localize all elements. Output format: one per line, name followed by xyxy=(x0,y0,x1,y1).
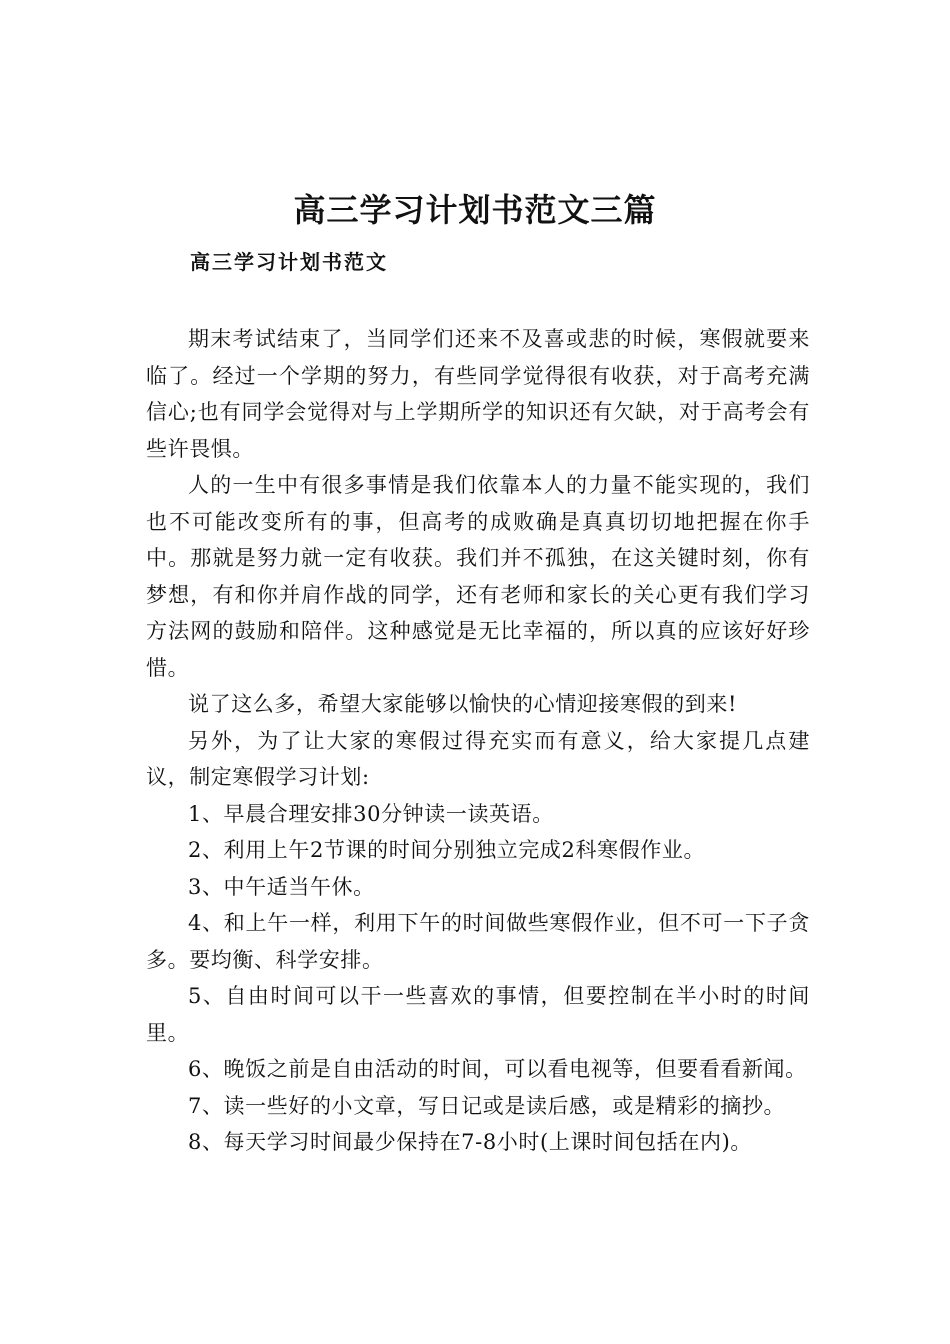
section-subtitle: 高三学习计划书范文 xyxy=(190,250,388,274)
list-item-4: 4、和上午一样，利用下午的时间做些寒假作业，但不可一下子贪多。要均衡、科学安排。 xyxy=(146,911,810,972)
paragraph-3: 说了这么多，希望大家能够以愉快的心情迎接寒假的到来! xyxy=(188,692,738,716)
document-body xyxy=(146,321,810,1161)
document-title: 高三学习计划书范文三篇 xyxy=(293,191,657,229)
list-item-5: 5、自由时间可以干一些喜欢的事情，但要控制在半小时的时间里。 xyxy=(146,984,810,1045)
list-item-6: 6、晚饭之前是自由活动的时间，可以看电视等，但要看看新闻。 xyxy=(188,1057,807,1081)
paragraph-4: 另外，为了让大家的寒假过得充实而有意义，给大家提几点建议，制定寒假学习计划: xyxy=(146,728,810,789)
paragraph-2: 人的一生中有很多事情是我们依靠本人的力量不能实现的，我们也不可能改变所有的事，但高考的成败确是真真切切地把握在你手中。那就是努力就一定有收获。我们并不孤独，在这关键时刻，你有梦想，有和你并肩作战的同学，还有老师和家长的关心更有我们学习方法网的鼓励和陪伴。这种感觉是无比幸福的，所以真的应该好好珍惜。 xyxy=(146,473,810,680)
list-item-3: 3、中午适当午休。 xyxy=(188,874,375,899)
list-item-7: 7、读一些好的小文章，写日记或是读后感，或是精彩的摘抄。 xyxy=(188,1093,786,1118)
list-item-2: 2、利用上午2节课的时间分别独立完成2科寒假作业。 xyxy=(188,838,706,862)
paragraph-1: 期末考试结束了，当同学们还来不及喜或悲的时候，寒假就要来临了。经过一个学期的努力，有些同学觉得很有收获，对于高考充满信心;也有同学会觉得对与上学期所学的知识还有欠缺，对于高考会有些许畏惧。 xyxy=(146,327,810,461)
list-item-8: 8、每天学习时间最少保持在7-8小时(上课时间包括在内)。 xyxy=(188,1130,752,1154)
list-item-1: 1、早晨合理安排30分钟读一读英语。 xyxy=(188,801,554,826)
